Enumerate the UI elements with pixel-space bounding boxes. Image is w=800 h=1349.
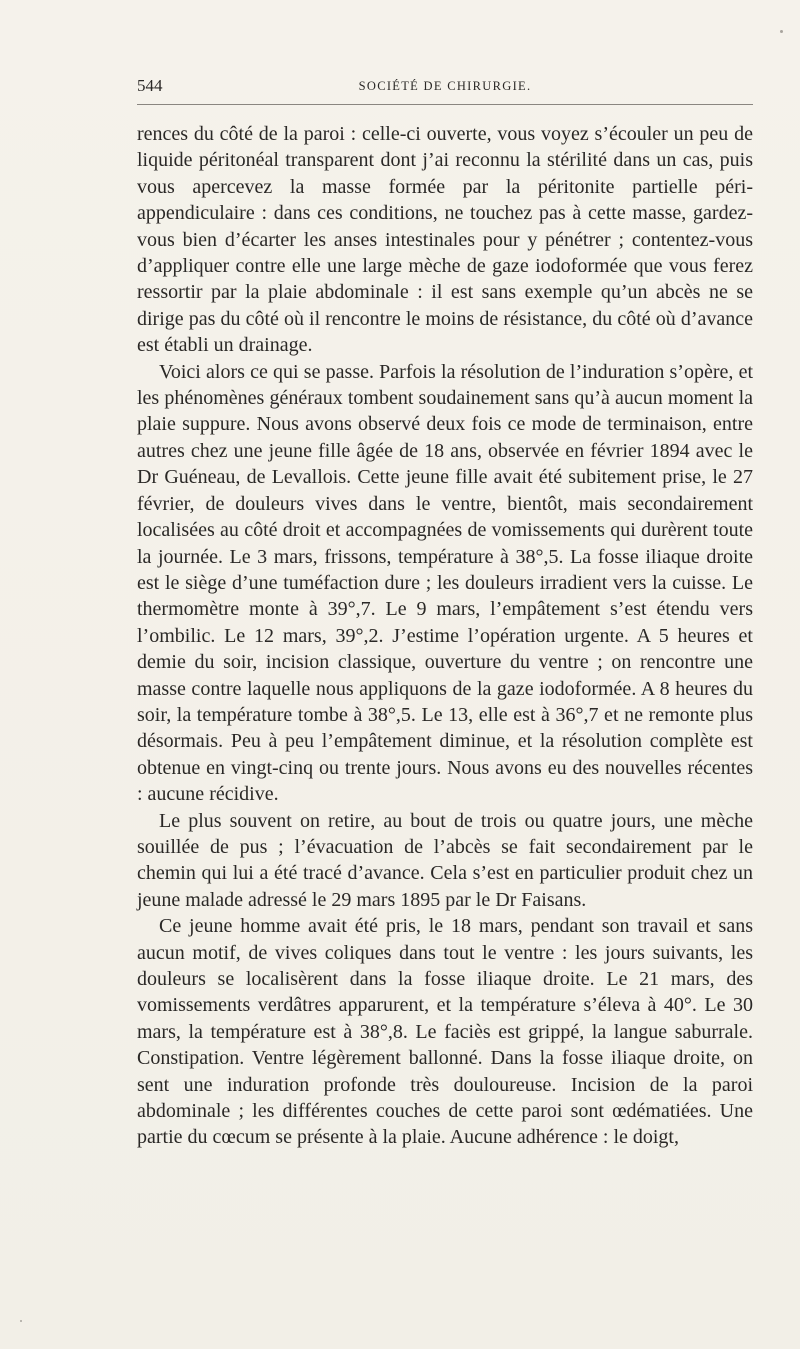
paper-speck xyxy=(20,1320,22,1322)
page-number: 544 xyxy=(137,76,163,95)
running-title: SOCIÉTÉ DE CHIRURGIE. xyxy=(358,79,532,93)
header-rule xyxy=(137,104,753,105)
page-header xyxy=(137,76,753,98)
paragraph: Voici alors ce qui se passe. Parfois la résolution de l’induration s’opère, et les phénomènes généraux tombent soudainement sans qu’à aucun moment la plaie suppure. Nous avons observé deux fois ce mode de terminaison, entre autres chez une jeune fille âgée de 18 ans, observée en février 1894 avec le Dr Guéneau, de Levallois. Cette jeune fille avait été subitement prise, le 27 février, de douleurs vives dans le ventre, bientôt, mais secondairement localisées au côté droit et accompagnées de vomissements qui durèrent toute la journée. Le 3 mars, frissons, température à 38°,5. La fosse iliaque droite est le siège d’une tuméfaction dure ; les douleurs irradient vers la cuisse. Le thermomètre monte à 39°,7. Le 9 mars, l’empâtement s’est étendu vers l’ombilic. Le 12 mars, 39°,2. J’estime l’opération urgente. A 5 heures et demie du soir, incision classique, ouverture du ventre ; on rencontre une masse contre laquelle nous appliquons de la gaze iodoformée. A 8 heures du soir, la température tombe à 38°,5. Le 13, elle est à 36°,7 et ne remonte plus désormais. Peu à peu l’empâtement diminue, et la résolution complète est obtenue en vingt-cinq ou trente jours. Nous avons eu des nouvelles récentes : aucune récidive. xyxy=(137,360,753,806)
paper-speck xyxy=(780,30,783,33)
paragraph: Le plus souvent on retire, au bout de trois ou quatre jours, une mèche souillée de pus ; l’évacuation de l’abcès se fait secondairement par le chemin qui lui a été tracé d’avance. Cela s’est en particulier produit chez un jeune malade adressé le 29 mars 1895 par le Dr Faisans. xyxy=(137,809,753,911)
paragraph: rences du côté de la paroi : celle-ci ouverte, vous voyez s’écouler un peu de liquide péritonéal transparent dont j’ai reconnu la stérilité dans un cas, puis vous apercevez la masse formée par la péritonite partielle péri-appendiculaire : dans ces conditions, ne touchez pas à cette masse, gardez-vous bien d’écarter les anses intestinales pour y pénétrer ; contentez-vous d’appliquer contre elle une large mèche de gaze iodoformée que vous ferez ressortir par la plaie abdominale : il est sans exemple qu’un abcès ne se dirige pas du côté où il rencontre le moins de résistance, du côté où d’avance est établi un drainage. xyxy=(137,123,753,357)
paragraph: Ce jeune homme avait été pris, le 18 mars, pendant son travail et sans aucun motif, de vives coliques dans tout le ventre : les jours suivants, les douleurs se localisèrent dans la fosse iliaque droite. Le 21 mars, des vomissements verdâtres apparurent, et la température s’éleva à 40°. Le 30 mars, la température est à 38°,8. Le faciès est grippé, la langue saburrale. Constipation. Ventre légèrement ballonné. Dans la fosse iliaque droite, on sent une induration profonde très douloureuse. Incision de la paroi abdominale ; les différentes couches de cette paroi sont œdématiées. Une partie du cœcum se présente à la plaie. Aucune adhérence : le doigt, xyxy=(137,915,753,1149)
body-text xyxy=(137,121,753,1151)
